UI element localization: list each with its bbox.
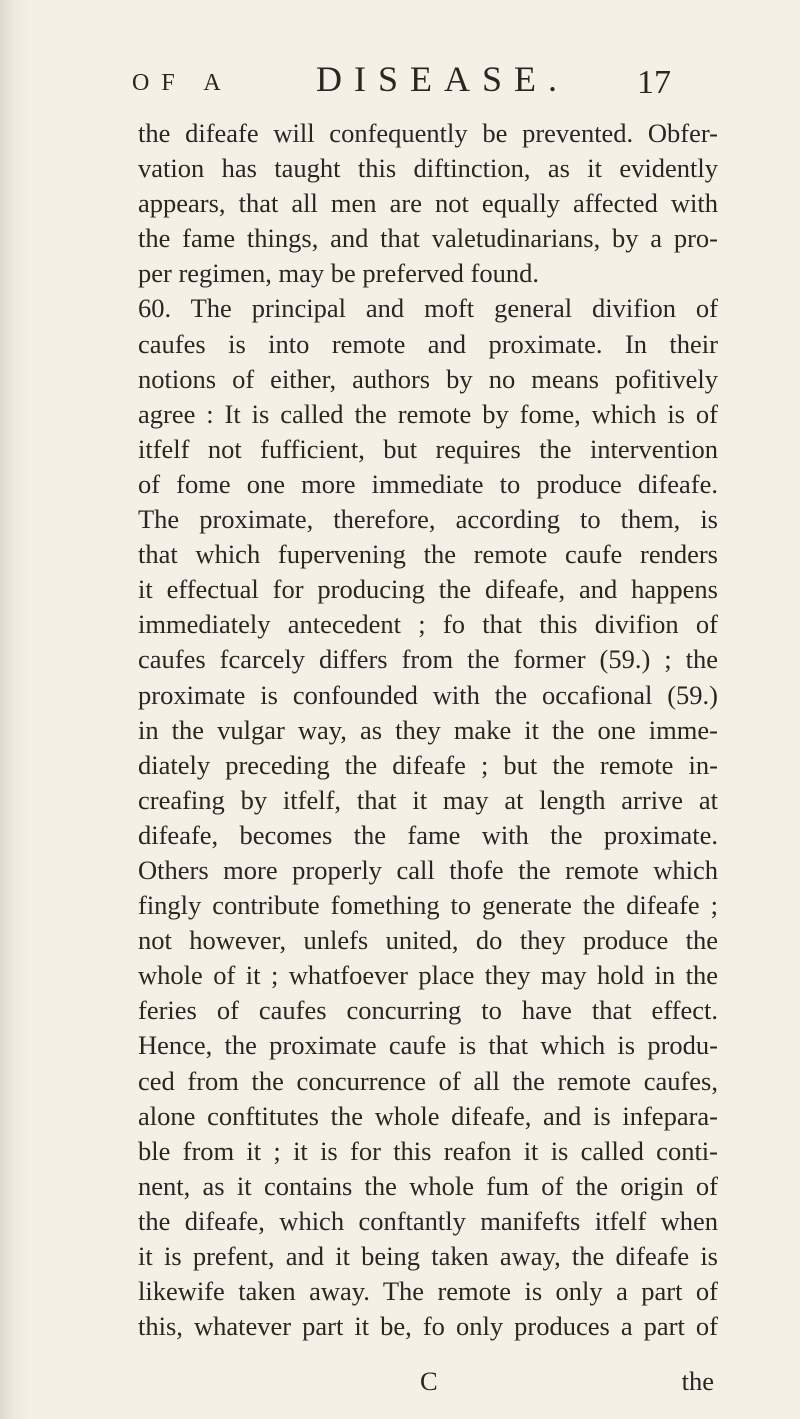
text-line: fingly contribute fomething to generate the difeafe ;	[138, 890, 718, 921]
text-line: creafing by itfelf, that it may at length arrive at	[138, 784, 718, 815]
text-line: this, whatever part it be, fo only produces a part of	[138, 1311, 718, 1342]
catchword: the	[681, 1366, 714, 1396]
text-line: difeafe, becomes the fame with the proximate.	[138, 819, 718, 850]
text-line: per regimen, may be preferved found.	[138, 258, 540, 289]
page-number: 17	[637, 64, 671, 101]
text-line: alone conftitutes the whole difeafe, and is infepara-	[138, 1100, 718, 1131]
text-line: 60. The principal and moft general divifion of	[138, 293, 718, 324]
text-line: immediately antecedent ; fo that this divifion of	[138, 609, 718, 640]
text-line: itfelf not fufficient, but requires the intervention	[138, 433, 718, 464]
running-head-title: DISEASE.	[316, 59, 570, 99]
text-line: ble from it ; it is for this reafon it is called conti-	[138, 1135, 718, 1166]
text-line: The proximate, therefore, according to them, is	[138, 504, 718, 535]
text-line: vation has taught this diftinction, as it evidently	[138, 153, 718, 184]
text-line: in the vulgar way, as they make it the one imme-	[138, 714, 718, 745]
text-line: notions of either, authors by no means pofitively	[138, 363, 718, 394]
text-line: of fome one more immediate to produce difeafe.	[138, 468, 718, 499]
text-line: ced from the concurrence of all the remote caufes,	[138, 1065, 718, 1096]
text-line: the fame things, and that valetudinarians, by a pro-	[138, 223, 718, 254]
text-line: appears, that all men are not equally affected with	[138, 188, 718, 219]
text-line: Hence, the proximate caufe is that which is produ-	[138, 1030, 718, 1061]
text-line: not however, unlefs united, do they produce the	[138, 925, 718, 956]
page-footer	[138, 1366, 718, 1402]
text-line: the difeafe will confequently be prevented. Obfer-	[138, 118, 718, 148]
text-line: it effectual for producing the difeafe, and happens	[138, 574, 718, 605]
text-line: agree : It is called the remote by fome, which is of	[138, 398, 718, 429]
text-line: it is prefent, and it being taken away, the difeafe is	[138, 1241, 718, 1271]
signature-mark: C	[420, 1366, 438, 1396]
text-line: nent, as it contains the whole fum of the origin of	[138, 1170, 718, 1201]
text-line: Others more properly call thofe the remote which	[138, 854, 718, 885]
text-line: that which fupervening the remote caufe renders	[138, 539, 718, 570]
text-line: caufes is into remote and proximate. In their	[138, 328, 718, 359]
running-head	[0, 58, 800, 108]
text-line: feries of caufes concurring to have that effect.	[138, 995, 718, 1026]
text-line: diately preceding the difeafe ; but the remote in-	[138, 749, 718, 780]
text-line: the difeafe, which conftantly manifefts itfelf when	[138, 1205, 718, 1236]
running-head-prefix: OF A	[132, 70, 233, 96]
text-line: likewife taken away. The remote is only a part of	[138, 1276, 718, 1307]
body-text	[138, 116, 718, 1344]
text-line: proximate is confounded with the occafional (59.)	[138, 679, 718, 710]
text-line: caufes fcarcely differs from the former (59.) ; the	[138, 644, 718, 675]
text-line: whole of it ; whatfoever place they may hold in the	[138, 960, 718, 991]
